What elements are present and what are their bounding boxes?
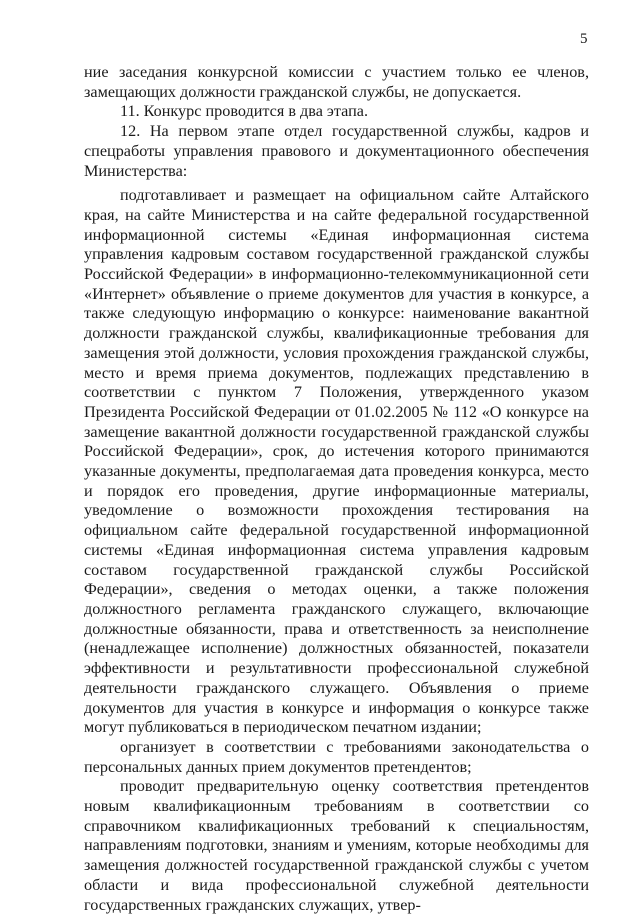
paragraph-preliminary-assessment: проводит предварительную оценку соответствия претендентов новым квалификационным требованиям в соответствии со справочником квалификационных требований к специальностям, направлениям подготовки, знаниям и умениям, которые необходимы для замещения должностей государственной гражданской службы с учетом области и вида профессиональной служебной деятельности государственных гражданских служащих, утвер- [84, 777, 589, 914]
paragraph-continuation: ние заседания конкурсной комиссии с участием только ее членов, замещающих должности гражданской службы, не допускается. [84, 63, 589, 101]
paragraph-item-11: 11. Конкурс проводится в два этапа. [120, 102, 369, 121]
paragraph-item-12: 12. На первом этапе отдел государственной службы, кадров и спецработы управления правового и документационного обеспечения Министерства: [84, 122, 589, 180]
paragraph-personal-data: организует в соответствии с требованиями законодательства о персональных данных прием документов претендентов; [84, 737, 589, 776]
paragraph-announcement: подготавливает и размещает на официальном сайте Алтайского края, на сайте Министерства и на сайте федеральной государственной информационной системы «Единая информационная система управления кадровым составом государственной гражданской службы Российской Федерации» в информационно-телекоммуникационной сети «Интернет» объявление о приеме документов для участия в конкурсе, а также следующую информацию о конкурсе: наименование вакантной должности гражданской службы, квалификационные требования для замещения этой должности, условия прохождения гражданской службы, место и время приема документов, подлежащих представлению в соответствии с пунктом 7 Положения, утвержденного указом Президента Российской Федерации от 01.02.2005 № 112 «О конкурсе на замещение вакантной должности государственной гражданской службы Российской Федерации», срок, до истечения которого принимаются указанные документы, предполагаемая дата проведения конкурса, место и порядок его проведения, другие информационные материалы, уведомление о возможности прохождения тестирования на официальном сайте федеральной государственной информационной системы «Единая информационная система управления кадровым составом государственной гражданской службы Российской Федерации», сведения о методах оценки, а также положения должностного регламента гражданского служащего, включающие должностные обязанности, права и ответственность за неисполнение (ненадлежащее исполнение) должностных обязанностей, показатели эффективности и результативности профессиональной служебной деятельности гражданского служащего. Объявления о приеме документов для участия в конкурсе и информация о конкурсе также могут публиковаться в периодическом печатном издании; [84, 186, 589, 737]
page-number: 5 [580, 31, 588, 47]
document-body [84, 63, 589, 915]
